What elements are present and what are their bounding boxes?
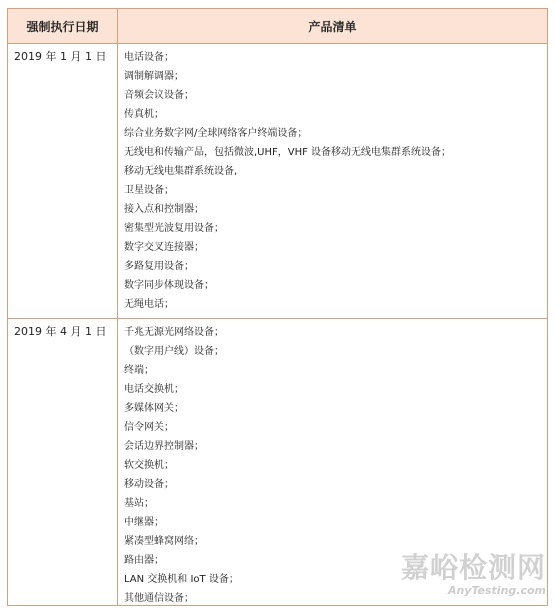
list-item: 紧凑型蜂窝网络； [124, 536, 204, 547]
list-item: 其他通信设备； [124, 593, 194, 604]
list-item: （数字用户线）设备； [124, 346, 224, 357]
product-table [7, 8, 548, 606]
list-item: 移动无线电集群系统设备, [124, 166, 238, 177]
table-header [8, 9, 547, 44]
list-item: 无绳电话； [124, 299, 174, 310]
list-item: 调制解调器； [124, 71, 184, 82]
list-item: 密集型光波复用设备； [124, 223, 224, 234]
list-item: 多媒体网关； [124, 403, 184, 414]
list-item: 数字交叉连接器； [124, 242, 204, 253]
list-item: 路由器； [124, 555, 164, 566]
list-item: 电话设备； [124, 52, 174, 63]
list-item: 千兆无源光网络设备； [124, 327, 224, 338]
watermark [378, 553, 546, 607]
list-item: 终端； [124, 365, 154, 376]
enforcement-date: 2019 年 4 月 1 日 [8, 319, 118, 606]
list-item: 信令网关； [124, 422, 174, 433]
list-item: 接入点和控制器； [124, 204, 204, 215]
enforcement-date: 2019 年 1 月 1 日 [8, 44, 118, 318]
list-item: 数字同步体现设备； [124, 280, 214, 291]
list-item: 音频会议设备； [124, 90, 194, 101]
header-product-list: 产品清单 [308, 19, 357, 34]
table-row [8, 44, 547, 319]
list-item: 卫星设备； [124, 185, 174, 196]
list-item: 中继器； [124, 517, 164, 528]
header-date: 强制执行日期 [8, 9, 118, 43]
list-item: 电话交换机； [124, 384, 184, 395]
list-item: 移动设备； [124, 479, 174, 490]
list-item: 会话边界控制器； [124, 441, 204, 452]
watermark-english: AnyTesting.com [447, 584, 546, 597]
list-item: 无线电和传输产品，包括微波,UHF，VHF 设备移动无线电集群系统设备； [124, 147, 452, 158]
list-item: LAN 交换机和 IoT 设备； [124, 574, 239, 585]
list-item: 传真机； [124, 109, 164, 120]
list-item: 综合业务数字网/全球网络客户终端设备； [124, 128, 308, 139]
watermark-chinese: 嘉峪检测网 [400, 551, 546, 584]
list-item: 多路复用设备； [124, 261, 194, 272]
product-list [118, 44, 547, 314]
list-item: 基站； [124, 498, 154, 509]
list-item: 软交换机； [124, 460, 174, 471]
